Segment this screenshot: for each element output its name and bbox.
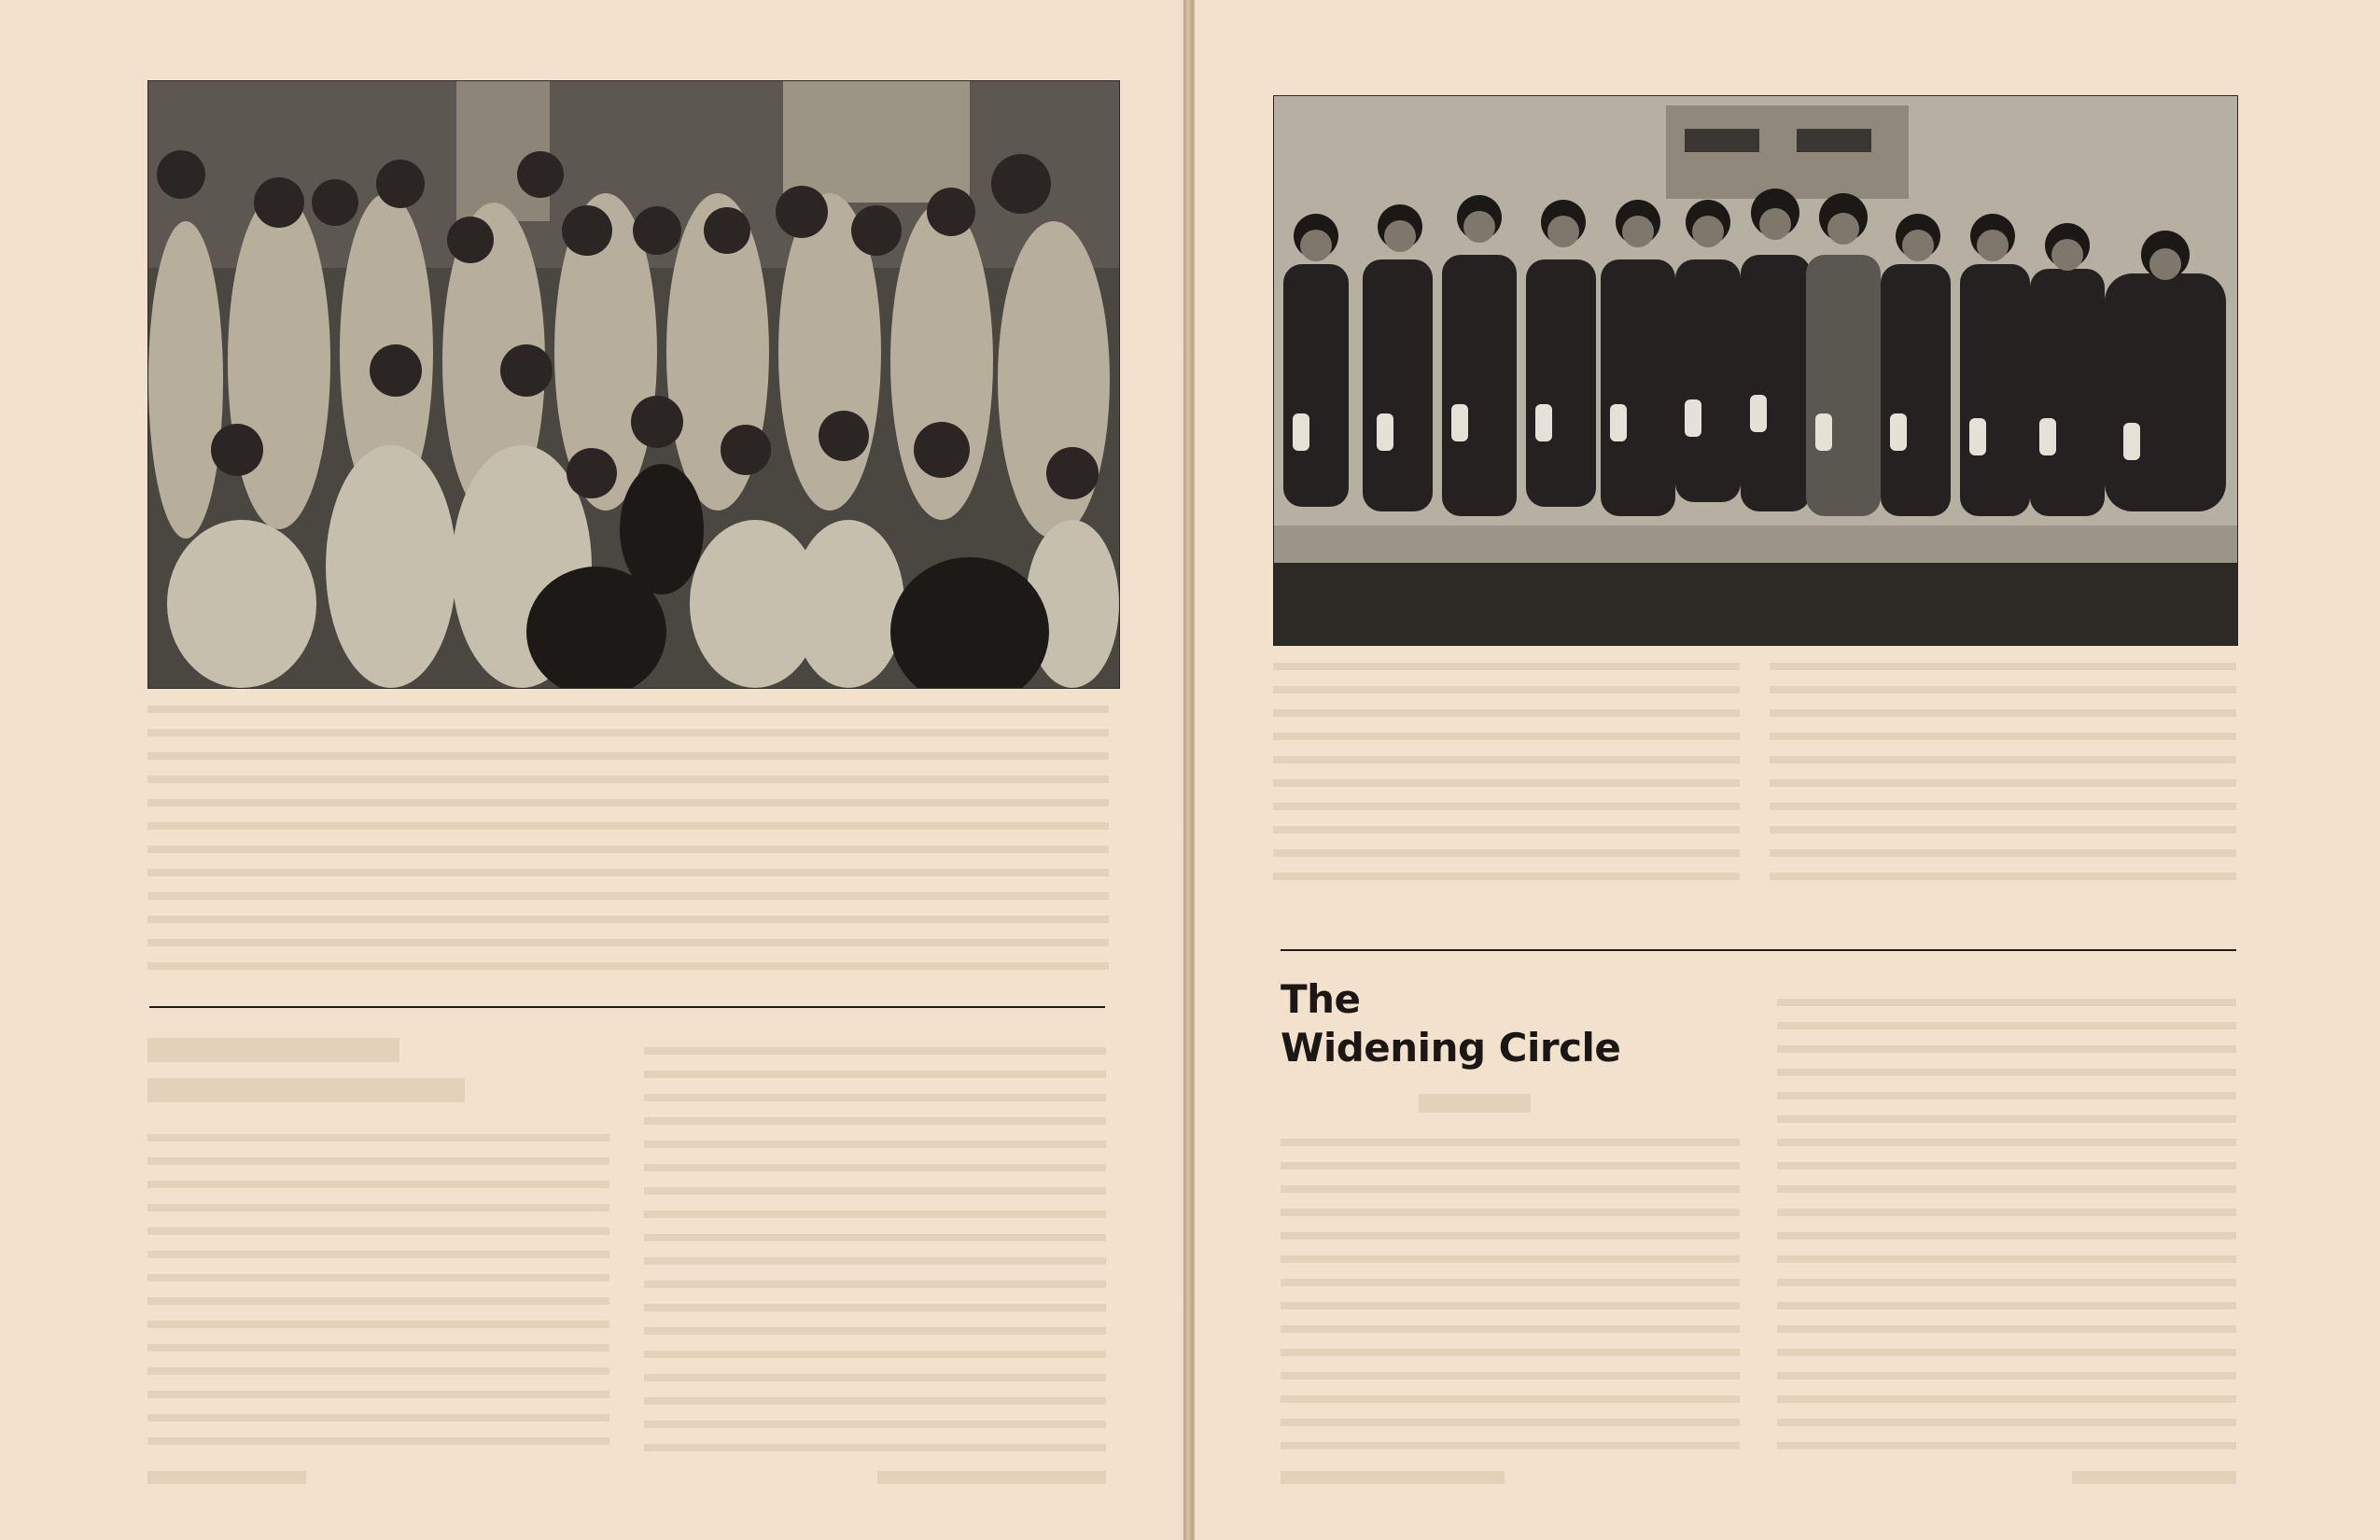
spine-gutter [1183,0,1193,1540]
left-folio [147,1471,306,1484]
right-section-rule [1281,949,2236,951]
right-folio [2072,1471,2236,1484]
group-photo-left-image [148,81,1119,688]
right-body-text-col2 [1777,989,2236,1465]
left-faint-heading [147,1038,399,1062]
left-running-foot [877,1471,1106,1484]
article-title-line1: The [1281,976,1361,1022]
group-photo-left [147,80,1120,689]
left-faint-subheading [147,1078,465,1102]
right-running-foot [1281,1471,1505,1484]
group-photo-right [1273,95,2238,646]
right-body-text-top-col2 [1770,653,2236,887]
article-title [1281,975,1620,1072]
right-page [1193,0,2380,1540]
group-photo-right-image [1274,96,2237,645]
left-page [0,0,1185,1540]
left-section-rule [149,1006,1105,1008]
right-byline [1419,1094,1531,1113]
left-body-text-col2 [644,1038,1106,1456]
left-body-text-top [147,696,1109,976]
left-body-text-col1 [147,1125,609,1456]
right-body-text-col1 [1281,1129,1740,1465]
article-title-line2: Widening Circle [1281,1025,1621,1071]
right-body-text-top-col1 [1273,653,1740,887]
